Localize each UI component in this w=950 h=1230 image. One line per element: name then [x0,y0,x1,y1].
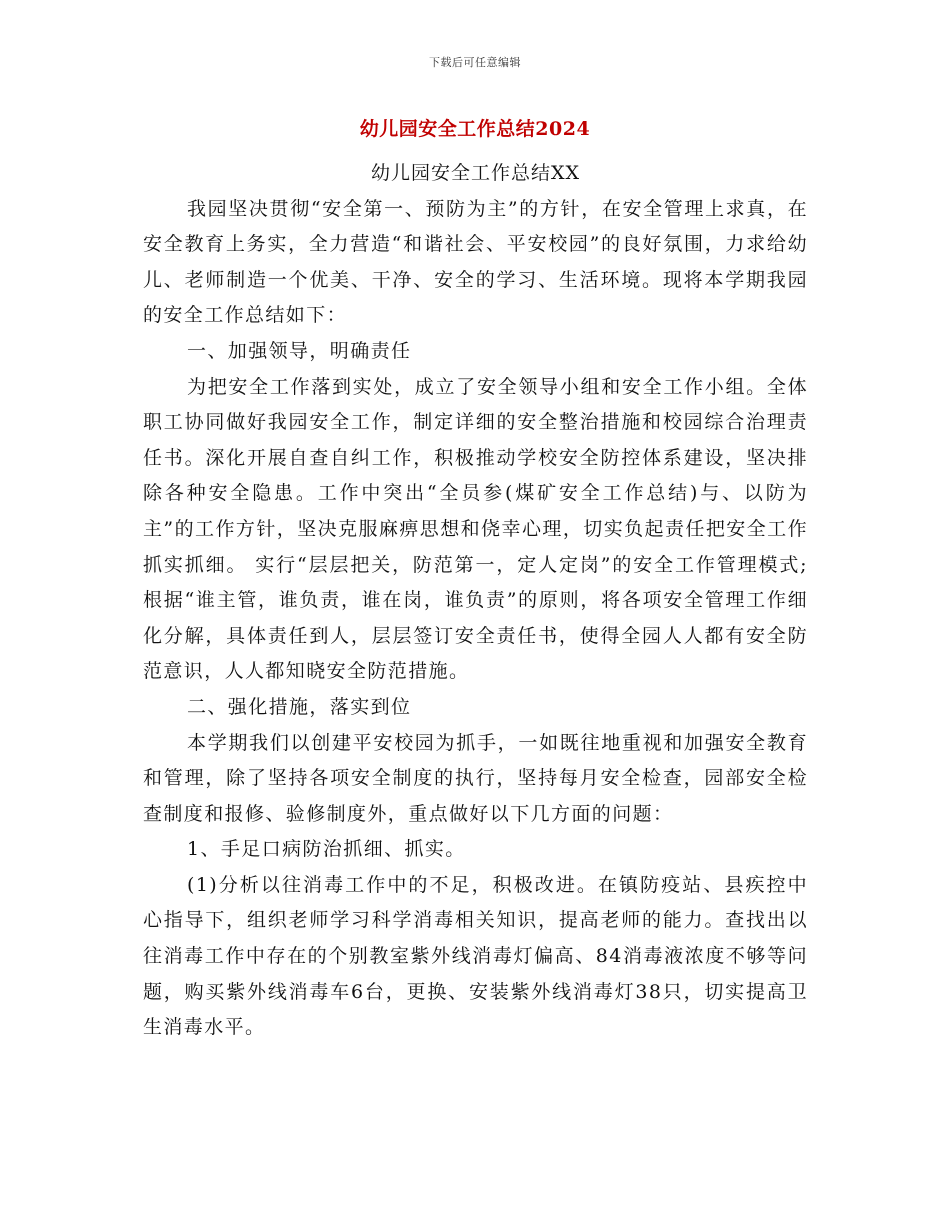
header-note: 下载后可任意编辑 [429,56,521,69]
section-heading-2: 二、强化措施，落实到位 [187,695,412,718]
section-heading-1: 一、加强领导，明确责任 [187,339,412,362]
document-title: 幼儿园安全工作总结2024 [359,118,591,140]
document-subtitle: 幼儿园安全工作总结XX [370,162,581,184]
document-body [143,156,808,1046]
list-item-heading-1: 1、手足口病防治抓细、抓实。 [187,838,466,861]
paragraph-section-1: 为把安全工作落到实处，成立了安全领导小组和安全工作小组。全体职工协同做好我园安全工作，制定详细的安全整治措施和校园综合治理责任书。深化开展自查自纠工作，积极推动学校安全防控体系建设，坚决排除各种安全隐患。工作中突出“全员参(煤矿安全工作总结)与、以防为主”的工作方针，坚决克服麻痹思想和侥幸心理，切实负起责任把安全工作抓实抓细。 实行“层层把关，防范第一，定人定岗”的安全工作管理模式;根据“谁主管，谁负责，谁在岗，谁负责”的原则，将各项安全管理工作细化分解，具体责任到人，层层签订安全责任书，使得全园人人都有安全防范意识，人人都知晓安全防范措施。 [143,375,808,683]
paragraph-list-item-1: (1)分析以往消毒工作中的不足，积极改进。在镇防疫站、县疾控中心指导下，组织老师学习科学消毒相关知识，提高老师的能力。查找出以往消毒工作中存在的个别教室紫外线消毒灯偏高、84消毒液浓度不够等问题，购买紫外线消毒车6台，更换、安装紫外线消毒灯38只，切实提高卫生消毒水平。 [143,873,808,1039]
paragraph-intro: 我园坚决贯彻“安全第一、预防为主”的方针，在安全管理上求真，在安全教育上务实，全力营造“和谐社会、平安校园”的良好氛围，力求给幼儿、老师制造一个优美、干净、安全的学习、生活环境。现将本学期我园的安全工作总结如下： [143,197,808,327]
paragraph-section-2: 本学期我们以创建平安校园为抓手，一如既往地重视和加强安全教育和管理，除了坚持各项安全制度的执行，坚持每月安全检查，园部安全检查制度和报修、验修制度外，重点做好以下几方面的问题： [143,731,808,825]
